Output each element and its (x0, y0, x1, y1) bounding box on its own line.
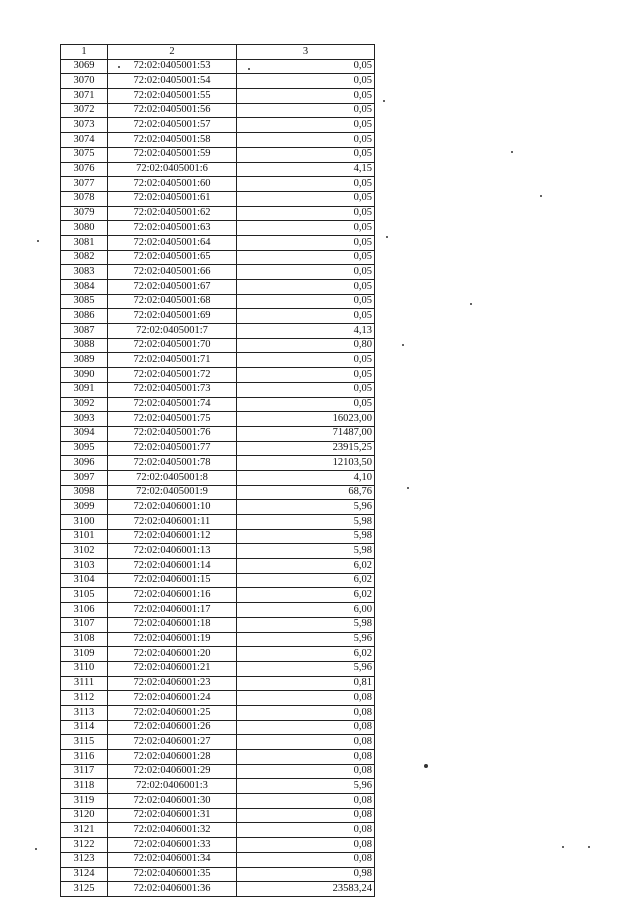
row-number-cell: 3112 (61, 691, 108, 706)
table-row (61, 603, 375, 618)
cadastral-number-cell: 72:02:0406001:23 (108, 676, 237, 691)
cadastral-number-cell: 72:02:0406001:34 (108, 852, 237, 867)
cadastral-number-cell: 72:02:0405001:53 (108, 59, 237, 74)
table-row (61, 250, 375, 265)
cadastral-number-cell: 72:02:0406001:20 (108, 647, 237, 662)
table-row (61, 397, 375, 412)
value-cell: 23915,25 (237, 441, 375, 456)
value-cell: 0,05 (237, 265, 375, 280)
cadastral-number-cell: 72:02:0405001:68 (108, 294, 237, 309)
scan-speck (540, 195, 542, 197)
table-row (61, 89, 375, 104)
scan-speck (407, 487, 409, 489)
table-row (61, 177, 375, 192)
table-row (61, 705, 375, 720)
cadastral-number-cell: 72:02:0405001:65 (108, 250, 237, 265)
value-cell: 68,76 (237, 485, 375, 500)
table-row (61, 309, 375, 324)
cadastral-number-cell: 72:02:0405001:72 (108, 368, 237, 383)
table-row (61, 500, 375, 515)
row-number-cell: 3082 (61, 250, 108, 265)
value-cell: 6,00 (237, 603, 375, 618)
row-number-cell: 3083 (61, 265, 108, 280)
row-number-cell: 3108 (61, 632, 108, 647)
row-number-cell: 3078 (61, 191, 108, 206)
value-cell: 5,96 (237, 500, 375, 515)
row-number-cell: 3107 (61, 617, 108, 632)
cadastral-number-cell: 72:02:0406001:31 (108, 808, 237, 823)
table-row (61, 632, 375, 647)
cadastral-number-cell: 72:02:0406001:13 (108, 544, 237, 559)
cadastral-number-cell: 72:02:0405001:58 (108, 133, 237, 148)
table-row (61, 206, 375, 221)
value-cell: 0,08 (237, 735, 375, 750)
table-row (61, 691, 375, 706)
table-row (61, 515, 375, 530)
value-cell: 0,05 (237, 177, 375, 192)
scan-speck (35, 848, 37, 850)
table-row (61, 544, 375, 559)
table-row (61, 133, 375, 148)
row-number-cell: 3096 (61, 456, 108, 471)
cadastral-number-cell: 72:02:0406001:12 (108, 529, 237, 544)
cadastral-number-cell: 72:02:0406001:15 (108, 573, 237, 588)
table-row (61, 59, 375, 74)
header-cell-3: 3 (237, 45, 375, 60)
value-cell: 0,08 (237, 691, 375, 706)
value-cell: 0,05 (237, 74, 375, 89)
header-cell-2: 2 (108, 45, 237, 60)
row-number-cell: 3071 (61, 89, 108, 104)
scan-speck (386, 236, 388, 238)
table-row (61, 191, 375, 206)
value-cell: 0,05 (237, 221, 375, 236)
value-cell: 71487,00 (237, 426, 375, 441)
table-row (61, 294, 375, 309)
table-row (61, 426, 375, 441)
row-number-cell: 3102 (61, 544, 108, 559)
table-row (61, 676, 375, 691)
table-row (61, 573, 375, 588)
cadastral-number-cell: 72:02:0405001:75 (108, 412, 237, 427)
scan-speck (588, 846, 590, 848)
value-cell: 0,08 (237, 838, 375, 853)
table-row (61, 265, 375, 280)
cadastral-number-cell: 72:02:0406001:30 (108, 794, 237, 809)
table-row (61, 647, 375, 662)
table-row (61, 617, 375, 632)
cadastral-number-cell: 72:02:0405001:64 (108, 235, 237, 250)
row-number-cell: 3119 (61, 794, 108, 809)
row-number-cell: 3095 (61, 441, 108, 456)
value-cell: 6,02 (237, 647, 375, 662)
row-number-cell: 3111 (61, 676, 108, 691)
row-number-cell: 3115 (61, 735, 108, 750)
cadastral-number-cell: 72:02:0406001:35 (108, 867, 237, 882)
cadastral-number-cell: 72:02:0406001:11 (108, 515, 237, 530)
cadastral-number-cell: 72:02:0406001:17 (108, 603, 237, 618)
value-cell: 5,98 (237, 544, 375, 559)
row-number-cell: 3121 (61, 823, 108, 838)
value-cell: 0,08 (237, 852, 375, 867)
header-cell-1: 1 (61, 45, 108, 60)
cadastral-number-cell: 72:02:0405001:6 (108, 162, 237, 177)
row-number-cell: 3125 (61, 882, 108, 897)
cadastral-number-cell: 72:02:0405001:67 (108, 280, 237, 295)
value-cell: 5,98 (237, 617, 375, 632)
value-cell: 0,05 (237, 397, 375, 412)
parcel-table (60, 44, 375, 897)
row-number-cell: 3098 (61, 485, 108, 500)
value-cell: 5,96 (237, 779, 375, 794)
row-number-cell: 3070 (61, 74, 108, 89)
value-cell: 5,98 (237, 529, 375, 544)
cadastral-number-cell: 72:02:0405001:71 (108, 353, 237, 368)
cadastral-number-cell: 72:02:0405001:61 (108, 191, 237, 206)
value-cell: 6,02 (237, 559, 375, 574)
cadastral-number-cell: 72:02:0405001:63 (108, 221, 237, 236)
table-row (61, 235, 375, 250)
value-cell: 16023,00 (237, 412, 375, 427)
value-cell: 4,13 (237, 324, 375, 339)
table-row (61, 353, 375, 368)
cadastral-number-cell: 72:02:0405001:54 (108, 74, 237, 89)
cadastral-number-cell: 72:02:0406001:24 (108, 691, 237, 706)
row-number-cell: 3085 (61, 294, 108, 309)
cadastral-number-cell: 72:02:0406001:10 (108, 500, 237, 515)
table-row (61, 559, 375, 574)
row-number-cell: 3076 (61, 162, 108, 177)
table-row (61, 118, 375, 133)
scan-speck (424, 764, 428, 768)
row-number-cell: 3104 (61, 573, 108, 588)
scan-speck (248, 68, 250, 70)
row-number-cell: 3094 (61, 426, 108, 441)
table-row (61, 74, 375, 89)
table-row (61, 103, 375, 118)
value-cell: 12103,50 (237, 456, 375, 471)
cadastral-number-cell: 72:02:0406001:28 (108, 750, 237, 765)
value-cell: 5,96 (237, 661, 375, 676)
cadastral-number-cell: 72:02:0405001:59 (108, 147, 237, 162)
value-cell: 6,02 (237, 573, 375, 588)
cadastral-number-cell: 72:02:0406001:14 (108, 559, 237, 574)
table-row (61, 867, 375, 882)
row-number-cell: 3091 (61, 382, 108, 397)
value-cell: 0,98 (237, 867, 375, 882)
row-number-cell: 3110 (61, 661, 108, 676)
cadastral-number-cell: 72:02:0405001:57 (108, 118, 237, 133)
row-number-cell: 3116 (61, 750, 108, 765)
table-row (61, 280, 375, 295)
row-number-cell: 3077 (61, 177, 108, 192)
table-row (61, 720, 375, 735)
scan-speck (511, 151, 513, 153)
table-row (61, 338, 375, 353)
row-number-cell: 3092 (61, 397, 108, 412)
cadastral-number-cell: 72:02:0405001:62 (108, 206, 237, 221)
row-number-cell: 3124 (61, 867, 108, 882)
table-row (61, 838, 375, 853)
row-number-cell: 3100 (61, 515, 108, 530)
table-row (61, 764, 375, 779)
value-cell: 0,05 (237, 250, 375, 265)
value-cell: 0,05 (237, 294, 375, 309)
cadastral-number-cell: 72:02:0405001:66 (108, 265, 237, 280)
value-cell: 0,08 (237, 823, 375, 838)
row-number-cell: 3101 (61, 529, 108, 544)
table-row (61, 368, 375, 383)
row-number-cell: 3072 (61, 103, 108, 118)
row-number-cell: 3106 (61, 603, 108, 618)
row-number-cell: 3122 (61, 838, 108, 853)
cadastral-number-cell: 72:02:0406001:3 (108, 779, 237, 794)
row-number-cell: 3099 (61, 500, 108, 515)
value-cell: 4,15 (237, 162, 375, 177)
table-row (61, 221, 375, 236)
row-number-cell: 3084 (61, 280, 108, 295)
scan-speck (118, 66, 120, 68)
cadastral-number-cell: 72:02:0405001:60 (108, 177, 237, 192)
cadastral-number-cell: 72:02:0406001:16 (108, 588, 237, 603)
value-cell: 6,02 (237, 588, 375, 603)
row-number-cell: 3114 (61, 720, 108, 735)
value-cell: 0,05 (237, 309, 375, 324)
cadastral-number-cell: 72:02:0405001:9 (108, 485, 237, 500)
value-cell: 0,05 (237, 206, 375, 221)
cadastral-number-cell: 72:02:0406001:21 (108, 661, 237, 676)
table-row (61, 324, 375, 339)
header-row (61, 45, 375, 60)
value-cell: 5,96 (237, 632, 375, 647)
cadastral-number-cell: 72:02:0406001:27 (108, 735, 237, 750)
value-cell: 0,05 (237, 59, 375, 74)
scan-speck (37, 240, 39, 242)
row-number-cell: 3113 (61, 705, 108, 720)
value-cell: 5,98 (237, 515, 375, 530)
row-number-cell: 3086 (61, 309, 108, 324)
table-row (61, 412, 375, 427)
value-cell: 0,05 (237, 280, 375, 295)
value-cell: 0,05 (237, 147, 375, 162)
cadastral-number-cell: 72:02:0405001:73 (108, 382, 237, 397)
row-number-cell: 3074 (61, 133, 108, 148)
cadastral-number-cell: 72:02:0405001:76 (108, 426, 237, 441)
cadastral-number-cell: 72:02:0405001:77 (108, 441, 237, 456)
table-row (61, 852, 375, 867)
cadastral-number-cell: 72:02:0406001:32 (108, 823, 237, 838)
value-cell: 4,10 (237, 470, 375, 485)
table-row (61, 162, 375, 177)
row-number-cell: 3073 (61, 118, 108, 133)
table-row (61, 382, 375, 397)
row-number-cell: 3117 (61, 764, 108, 779)
table-row (61, 882, 375, 897)
cadastral-number-cell: 72:02:0405001:74 (108, 397, 237, 412)
table-body (61, 59, 375, 896)
value-cell: 0,05 (237, 133, 375, 148)
cadastral-number-cell: 72:02:0406001:33 (108, 838, 237, 853)
table-row (61, 529, 375, 544)
table-row (61, 735, 375, 750)
row-number-cell: 3123 (61, 852, 108, 867)
cadastral-number-cell: 72:02:0406001:36 (108, 882, 237, 897)
value-cell: 0,81 (237, 676, 375, 691)
value-cell: 0,05 (237, 89, 375, 104)
table-row (61, 794, 375, 809)
value-cell: 0,05 (237, 118, 375, 133)
value-cell: 0,08 (237, 720, 375, 735)
cadastral-number-cell: 72:02:0406001:18 (108, 617, 237, 632)
cadastral-number-cell: 72:02:0406001:29 (108, 764, 237, 779)
value-cell: 0,08 (237, 764, 375, 779)
table-row (61, 456, 375, 471)
scan-speck (470, 303, 472, 305)
row-number-cell: 3088 (61, 338, 108, 353)
row-number-cell: 3080 (61, 221, 108, 236)
table-row (61, 588, 375, 603)
value-cell: 0,05 (237, 382, 375, 397)
row-number-cell: 3081 (61, 235, 108, 250)
table-row (61, 808, 375, 823)
cadastral-number-cell: 72:02:0405001:7 (108, 324, 237, 339)
row-number-cell: 3087 (61, 324, 108, 339)
cadastral-number-cell: 72:02:0405001:56 (108, 103, 237, 118)
table-row (61, 779, 375, 794)
value-cell: 0,08 (237, 750, 375, 765)
row-number-cell: 3075 (61, 147, 108, 162)
row-number-cell: 3103 (61, 559, 108, 574)
value-cell: 0,05 (237, 191, 375, 206)
table-row (61, 823, 375, 838)
cadastral-number-cell: 72:02:0406001:25 (108, 705, 237, 720)
row-number-cell: 3109 (61, 647, 108, 662)
cadastral-number-cell: 72:02:0405001:78 (108, 456, 237, 471)
value-cell: 23583,24 (237, 882, 375, 897)
cadastral-number-cell: 72:02:0405001:55 (108, 89, 237, 104)
row-number-cell: 3069 (61, 59, 108, 74)
row-number-cell: 3090 (61, 368, 108, 383)
scan-speck (402, 344, 404, 346)
value-cell: 0,08 (237, 794, 375, 809)
row-number-cell: 3097 (61, 470, 108, 485)
cadastral-number-cell: 72:02:0405001:70 (108, 338, 237, 353)
cadastral-number-cell: 72:02:0406001:26 (108, 720, 237, 735)
cadastral-number-cell: 72:02:0405001:69 (108, 309, 237, 324)
table-row (61, 750, 375, 765)
table-row (61, 441, 375, 456)
value-cell: 0,80 (237, 338, 375, 353)
row-number-cell: 3093 (61, 412, 108, 427)
value-cell: 0,08 (237, 705, 375, 720)
row-number-cell: 3089 (61, 353, 108, 368)
table-row (61, 470, 375, 485)
row-number-cell: 3120 (61, 808, 108, 823)
table-row (61, 661, 375, 676)
row-number-cell: 3079 (61, 206, 108, 221)
row-number-cell: 3118 (61, 779, 108, 794)
table-row (61, 485, 375, 500)
table-row (61, 147, 375, 162)
value-cell: 0,05 (237, 235, 375, 250)
cadastral-number-cell: 72:02:0405001:8 (108, 470, 237, 485)
value-cell: 0,08 (237, 808, 375, 823)
value-cell: 0,05 (237, 353, 375, 368)
scan-speck (562, 846, 564, 848)
row-number-cell: 3105 (61, 588, 108, 603)
scan-speck (383, 100, 385, 102)
cadastral-number-cell: 72:02:0406001:19 (108, 632, 237, 647)
value-cell: 0,05 (237, 103, 375, 118)
value-cell: 0,05 (237, 368, 375, 383)
